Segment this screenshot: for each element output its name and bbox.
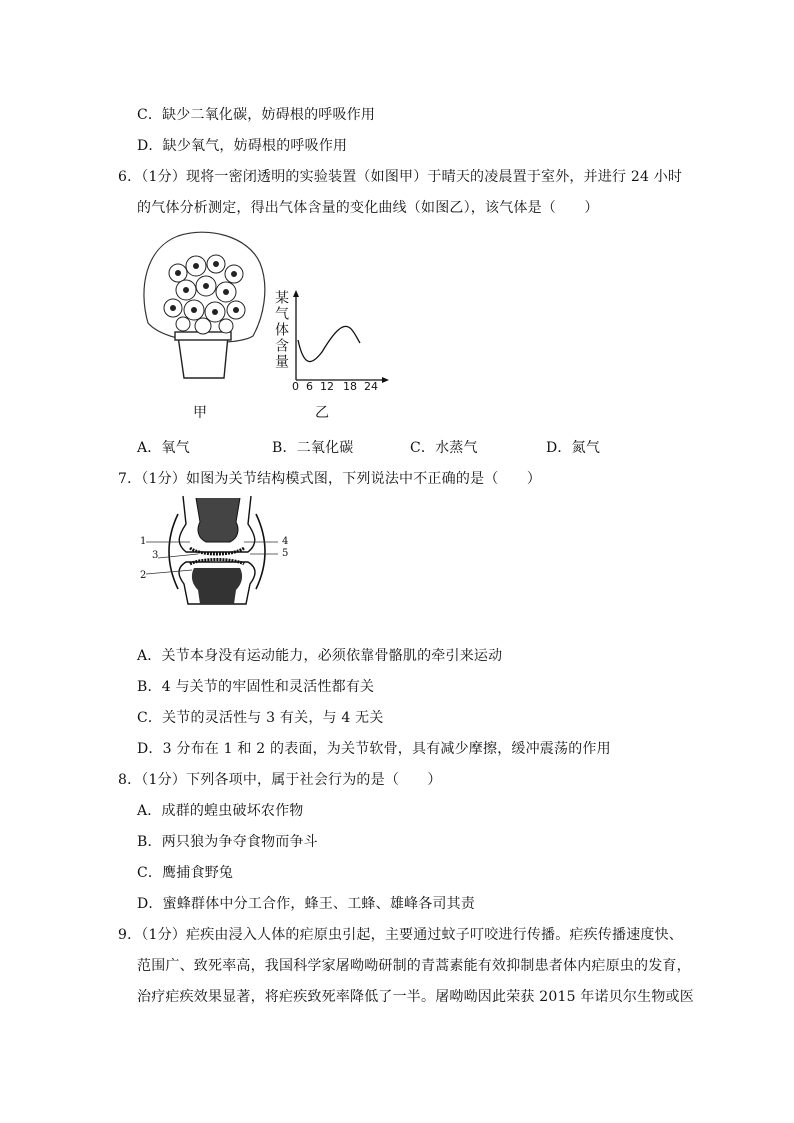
x-tick-18: 18 [343, 380, 357, 393]
option-c-prev: C．缺少二氧化碳，妨碍根的呼吸作用 [137, 107, 376, 123]
x-tick-6: 6 [306, 380, 313, 393]
q6-option-a: A．氧气 [137, 440, 190, 456]
q7-option-a: A．关节本身没有运动能力，必须依靠骨骼肌的牵引来运动 [137, 648, 503, 664]
gas-curve-line [298, 326, 360, 361]
q7-option-d: D．3 分布在 1 和 2 的表面，为关节软骨，具有减少摩擦，缓冲震荡的作用 [137, 741, 611, 757]
q7-line1: 7．（1分）如图为关节结构模式图，下列说法中不正确的是（ ） [118, 471, 542, 487]
q8-option-c: C．鹰捕食野兔 [137, 865, 234, 881]
q6-line1: 6．（1分）现将一密闭透明的实验装置（如图甲）于晴天的凌晨置于室外，并进行 24 小时 [118, 169, 683, 185]
y-axis-label: 某气体含量 [273, 290, 289, 370]
q9-line2: 范围广、致死率高，我国科学家屠呦呦研制的青蒿素能有效抑制患者体内疟原虫的发育， [137, 958, 691, 974]
q9-line1: 9．（1分）疟疾由浸入人体的疟原虫引起，主要通过蚊子叮咬进行传播。疟疾传播速度快、 [118, 927, 684, 943]
potted-plant-figure [138, 228, 268, 383]
gas-curve-chart [290, 290, 390, 385]
q8-option-d: D．蜜蜂群体中分工合作，蜂王、工蜂、雄峰各司其责 [137, 896, 476, 912]
q6-option-b: B．二氧化碳 [272, 440, 354, 456]
joint-label-3: 3 [152, 550, 159, 561]
q8-option-b: B．两只狼为争夺食物而争斗 [137, 834, 318, 850]
q6-line2: 的气体分析测定，得出气体含量的变化曲线（如图乙），该气体是（ ） [137, 200, 599, 216]
q7-option-b: B．4 与关节的牢固性和灵活性都有关 [137, 679, 375, 695]
x-tick-0: 0 [292, 380, 299, 393]
joint-label-5: 5 [282, 548, 289, 559]
q8-line1: 8．（1分）下列各项中，属于社会行为的是（ ） [118, 772, 442, 788]
q8-option-a: A．成群的蝗虫破坏农作物 [137, 803, 304, 819]
x-tick-24: 24 [364, 380, 378, 393]
x-tick-12: 12 [320, 380, 334, 393]
joint-diagram [138, 494, 298, 606]
option-d-prev: D．缺少氧气，妨碍根的呼吸作用 [137, 138, 348, 154]
fig-b-label: 乙 [315, 405, 329, 421]
q9-line3: 治疗疟疾效果显著，将疟疾致死率降低了一半。屠呦呦因此荣获 2015 年诺贝尔生物或医 [137, 989, 694, 1005]
joint-label-4: 4 [282, 536, 289, 547]
fig-a-label: 甲 [193, 405, 207, 421]
joint-label-2: 2 [140, 570, 147, 581]
q6-option-d: D．氮气 [546, 440, 601, 456]
q7-option-c: C．关节的灵活性与 3 有关，与 4 无关 [137, 710, 384, 726]
q6-option-c: C．水蒸气 [410, 440, 478, 456]
joint-label-1: 1 [140, 536, 147, 547]
